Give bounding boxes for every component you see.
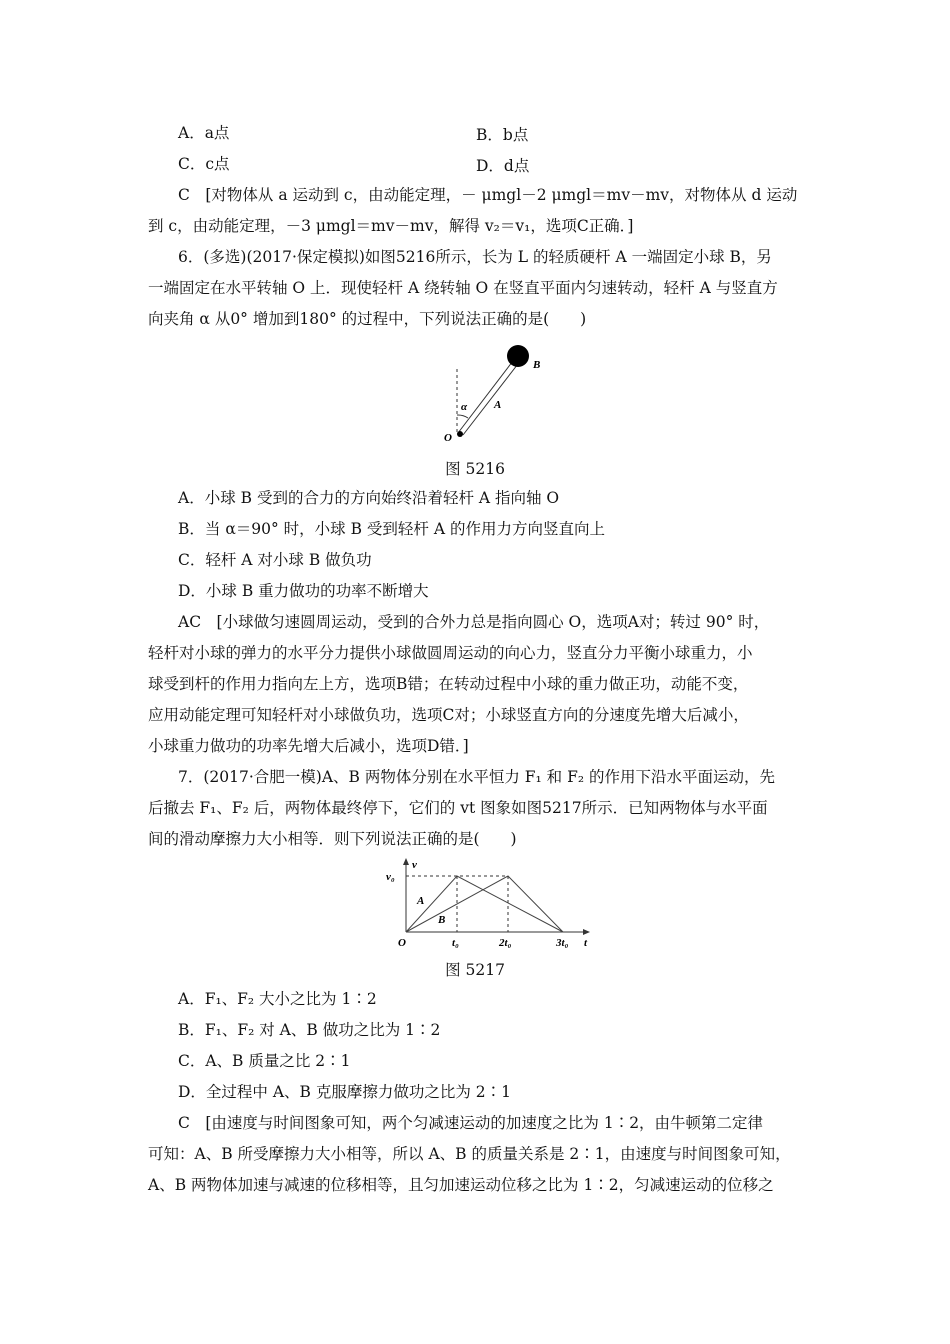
- label-b: B: [533, 359, 541, 371]
- answer-text: 应用动能定理可知轻杆对小球做负功，选项C对；小球竖直方向的分速度先增大后减小，: [148, 706, 749, 724]
- question-stem: 向夹角 α 从0° 增加到180° 的过程中，下列说法正确的是( ): [148, 310, 587, 328]
- svg-text:v: v: [412, 859, 417, 871]
- label-alpha: α: [461, 401, 468, 413]
- svg-text:2t₀: 2t₀: [499, 937, 512, 949]
- option-d: D．小球 B 重力做功的功率不断增大: [178, 582, 429, 600]
- option-b: B．F₁、F₂ 对 A、B 做功之比为 1∶2: [178, 1021, 441, 1039]
- answer-text: 小球重力做功的功率先增大后减小，选项D错．]: [148, 737, 469, 755]
- figure-caption: 图 5217: [445, 961, 505, 979]
- option-c: C．c点: [178, 155, 230, 173]
- option-b: B．b点: [476, 126, 529, 144]
- line-b: [406, 876, 563, 932]
- question-stem: 间的滑动摩擦力大小相等．则下列说法正确的是( ): [148, 830, 517, 848]
- answer-text: 轻杆对小球的弹力的水平分力提供小球做圆周运动的向心力，竖直分力平衡小球重力，小: [148, 644, 753, 662]
- option-a: A．小球 B 受到的合力的方向始终沿着轻杆 A 指向轴 O: [178, 489, 560, 507]
- figure-caption: 图 5216: [445, 460, 505, 478]
- label-o: O: [444, 432, 452, 444]
- svg-text:B: B: [438, 914, 446, 926]
- answer-text: C [对物体从 a 运动到 c，由动能定理，－ μmgl－2 μmgl＝mv－mv，对物体从 d 运动: [178, 186, 798, 204]
- svg-text:t₀: t₀: [452, 937, 459, 949]
- svg-text:O: O: [398, 937, 406, 949]
- figure-rod-ball: [430, 340, 560, 450]
- question-stem: 一端固定在水平转轴 O 上．现使轻杆 A 绕转轴 O 在竖直平面内匀速转动，轻杆 A 与竖直方: [148, 279, 778, 297]
- answer-text: AC [小球做匀速圆周运动，受到的合外力总是指向圆心 O，选项A对；转过 90° 时，: [178, 613, 770, 631]
- svg-text:v₀: v₀: [386, 871, 395, 883]
- answer-text: 到 c，由动能定理，－3 μmgl＝mv－mv，解得 v₂＝v₁，选项C正确．]: [148, 217, 634, 235]
- svg-text:3t₀: 3t₀: [556, 937, 569, 949]
- option-a: A．F₁、F₂ 大小之比为 1∶2: [178, 990, 377, 1008]
- option-d: D．d点: [476, 157, 530, 175]
- label-a: A: [494, 399, 502, 411]
- answer-text: 可知：A、B 所受摩擦力大小相等，所以 A、B 的质量关系是 2∶1，由速度与时间图象可知，: [148, 1145, 791, 1163]
- answer-text: C [由速度与时间图象可知，两个匀减速运动的加速度之比为 1∶2，由牛顿第二定律: [178, 1114, 764, 1132]
- option-c: C．A、B 质量之比 2∶1: [178, 1052, 351, 1070]
- answer-text: A、B 两物体加速与减速的位移相等，且匀加速运动位移之比为 1∶2，匀减速运动的位移之: [148, 1176, 774, 1194]
- figure-vt-graph: [360, 850, 600, 955]
- question-stem: 7．(2017·合肥一模)A、B 两物体分别在水平恒力 F₁ 和 F₂ 的作用下沿水平面运动，先: [178, 768, 775, 786]
- question-stem: 后撤去 F₁、F₂ 后，两物体最终停下，它们的 vt 图象如图5217所示．已知两物体与水平面: [148, 799, 768, 817]
- option-c: C．轻杆 A 对小球 B 做负功: [178, 551, 372, 569]
- line-a: [406, 876, 563, 932]
- svg-text:t: t: [584, 937, 588, 949]
- svg-text:A: A: [417, 895, 425, 907]
- answer-text: 球受到杆的作用力指向左上方，选项B错；在转动过程中小球的重力做正功，动能不变，: [148, 675, 749, 693]
- option-d: D．全过程中 A、B 克服摩擦力做功之比为 2∶1: [178, 1083, 512, 1101]
- option-a: A．a点: [178, 124, 230, 142]
- option-b: B．当 α＝90° 时，小球 B 受到轻杆 A 的作用力方向竖直向上: [178, 520, 605, 538]
- question-stem: 6．(多选)(2017·保定模拟)如图5216所示，长为 L 的轻质硬杆 A 一端固定小球 B，另: [178, 248, 772, 266]
